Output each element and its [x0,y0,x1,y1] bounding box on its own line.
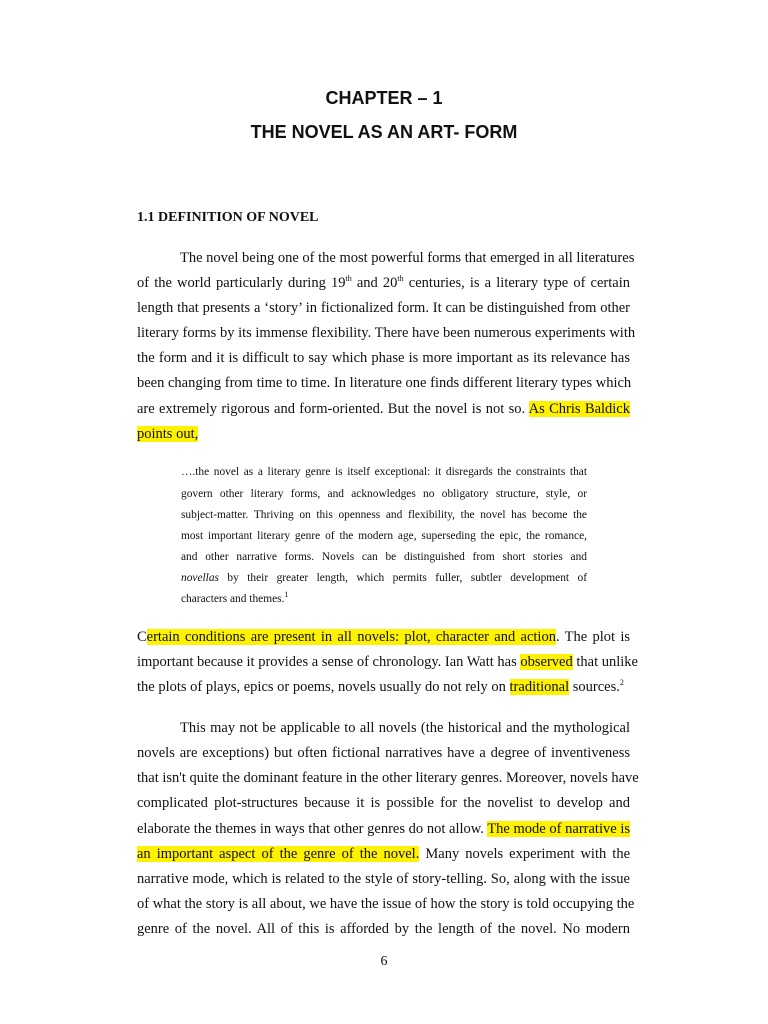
text-run: that unlike [572,654,638,670]
paragraph-1-line-6: been changing from time to time. In literature one finds different literary types which [137,375,632,391]
paragraph-1-line-5: the form and it is difficult to say which phase is more important as its relevance has [137,350,630,366]
text-run: C [137,629,147,645]
paragraph-3-line-6 [137,844,630,864]
quote-line-5: and other narrative forms. Novels can be distinguished from short stories and [181,551,587,563]
quote-line-1: ….the novel as a literary genre is itself exceptional: it disregards the constraints that [181,466,587,478]
highlighted-text: an important aspect of the genre of the novel. [137,846,420,862]
superscript: th [397,274,404,284]
italic-text: novellas [181,572,219,584]
paragraph-2-line-1 [137,627,630,647]
paragraph-3-line-8: of what the story is all about, we have the issue of how the story is told occupying the [137,896,635,912]
text-run: and 20 [351,275,398,291]
page-number: 6 [380,954,388,969]
footnote-ref: 2 [619,678,624,688]
highlighted-text: As Chris Baldick [528,401,630,417]
chapter-number: CHAPTER – 1 [325,88,443,108]
paragraph-1-line-3: length that presents a ‘story’ in fictionalized form. It can be distinguished from other [137,300,630,316]
paragraph-3-line-5 [137,819,630,839]
paragraph-3-line-7: narrative mode, which is related to the style of story-telling. So, along with the issue [137,871,630,887]
chapter-title: THE NOVEL AS AN ART- FORM [250,122,518,142]
text-run: by their greater length, which permits fuller, subtler development of [218,572,587,584]
section-heading: 1.1 DEFINITION OF NOVEL [137,210,319,225]
quote-line-2: govern other literary forms, and acknowledges no obligatory structure, style, or [181,488,587,500]
text-run: of the world particularly during 19 [137,275,346,291]
paragraph-3-line-4: complicated plot-structures because it is possible for the novelist to develop and [137,795,630,811]
text-run: characters and themes. [181,593,285,605]
highlighted-text: traditional [509,679,570,695]
text-run: important because it provides a sense of chronology. Ian Watt has [137,654,521,670]
highlighted-text: The mode of narrative is [487,821,631,837]
highlighted-text: ertain conditions are present in all novels: plot, character and action [146,629,556,645]
quote-line-4: most important literary genre of the modern age, superseding the epic, the romance, [181,530,587,542]
paragraph-2-line-2 [137,652,638,672]
quote-line-7 [181,591,587,607]
text-run: sources. [569,679,620,695]
paragraph-1-line-1: The novel being one of the most powerful forms that emerged in all literatures [180,250,635,266]
highlighted-text: points out, [137,426,199,442]
text-run: Many novels experiment with the [419,846,631,862]
paragraph-3-line-1: This may not be applicable to all novels (the historical and the mythological [180,720,630,736]
paragraph-2-line-3 [137,677,630,697]
paragraph-1-line-8 [137,424,630,444]
highlighted-text: observed [520,654,573,670]
footnote-ref: 1 [284,590,289,600]
paragraph-1-line-2 [137,273,630,293]
superscript: th [345,274,352,284]
text-run: the plots of plays, epics or poems, novels usually do not rely on [137,679,510,695]
paragraph-3-line-3: that isn't quite the dominant feature in the other literary genres. Moreover, novels have [137,770,639,786]
quote-line-3: subject-matter. Thriving on this openness and flexibility, the novel has become the [181,509,587,521]
paragraph-3-line-9: genre of the novel. All of this is afforded by the length of the novel. No modern [137,921,630,937]
text-run: centuries, is a literary type of certain [403,275,631,291]
text-run: elaborate the themes in ways that other genres do not allow. [137,821,488,837]
paragraph-1-line-7 [137,399,630,419]
paragraph-1-line-4: literary forms by its immense flexibility. There have been numerous experiments with [137,325,636,341]
text-run: . The plot is [555,629,630,645]
text-run: are extremely rigorous and form-oriented. But the novel is not so. [137,401,529,417]
quote-line-6 [181,570,587,586]
paragraph-3-line-2: novels are exceptions) but often fictional narratives have a degree of inventiveness [137,745,630,761]
